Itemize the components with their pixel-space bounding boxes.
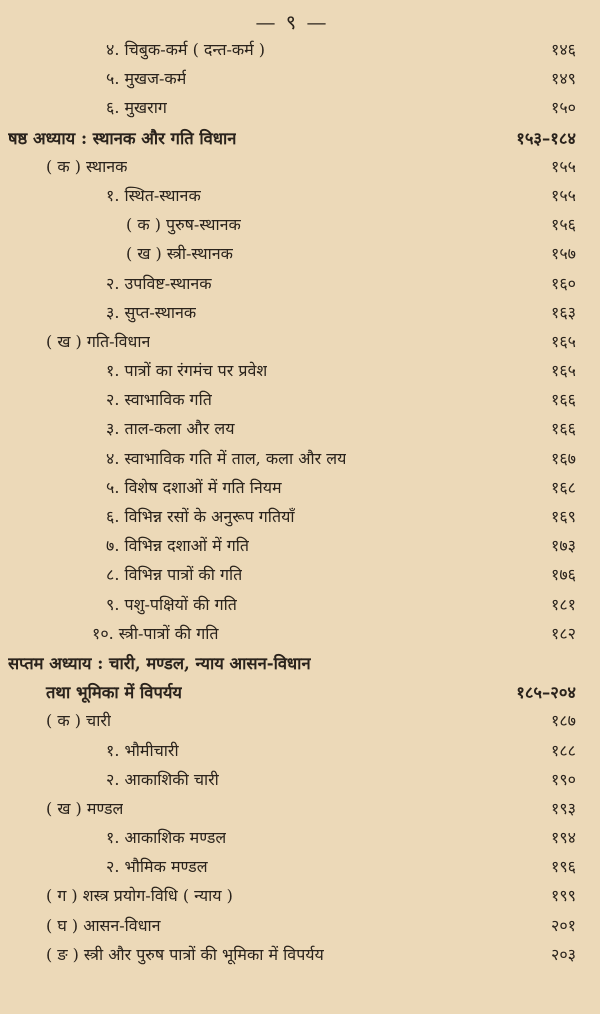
toc-entry-row (8, 797, 576, 826)
toc-entry-page: १५५ (551, 185, 576, 205)
toc-entry-row (8, 943, 576, 972)
toc-entry-title: ३. सुप्त-स्थानक (106, 302, 197, 322)
toc-entry-page: १७३ (551, 536, 576, 556)
toc-entry-page: १६६ (551, 390, 576, 410)
toc-chapter-row (8, 651, 576, 680)
toc-entry-page: १९४ (551, 828, 576, 848)
toc-entry-page: १६७ (551, 448, 576, 468)
toc-entry-title: ४. स्वाभाविक गति में ताल, कला और लय (106, 448, 347, 468)
toc-entry-page: १८१ (551, 594, 576, 614)
toc-entry-title: २. आकाशिकी चारी (106, 769, 219, 789)
toc-entry-row (8, 242, 576, 271)
toc-entry-title: ( ङ ) स्त्री और पुरुष पात्रों की भूमिका में विपर्यय (46, 944, 324, 964)
toc-entry-title: १. स्थित-स्थानक (106, 185, 201, 205)
toc-entry-row (8, 505, 576, 534)
toc-entry-row (8, 301, 576, 330)
toc-entry-title: ३. ताल-कला और लय (106, 419, 235, 439)
toc-entry-row (8, 476, 576, 505)
toc-entry-page: २०१ (551, 915, 576, 935)
toc-entry-title: २. भौमिक मण्डल (106, 857, 208, 877)
toc-entry-row (8, 447, 576, 476)
toc-entry-page: १६३ (551, 302, 576, 322)
toc-entry-row (8, 593, 576, 622)
toc-entry-page: १८५–२०४ (516, 683, 576, 703)
toc-entry-page: १६५ (551, 331, 576, 351)
toc-entry-title: १०. स्त्री-पात्रों की गति (92, 623, 219, 643)
toc-entry-row (8, 855, 576, 884)
toc-entry-page: १६५ (551, 361, 576, 381)
toc-entry-title: ६. मुखराग (106, 98, 167, 118)
toc-entry-page: १५३–१८४ (516, 128, 576, 148)
toc-entry-page: १४६ (551, 40, 576, 59)
toc-entry-row (8, 534, 576, 563)
toc-entry-page: १६९ (551, 507, 576, 526)
toc-entry-row (8, 213, 576, 242)
toc-entry-page: २०३ (551, 944, 576, 964)
toc-entry-row (8, 417, 576, 446)
toc-entry-page: १४९ (551, 69, 576, 89)
toc-entry-row (8, 709, 576, 738)
toc-entry-page: १८७ (551, 711, 576, 731)
toc-entry-title: १. पात्रों का रंगमंच पर प्रवेश (106, 361, 268, 381)
toc-entry-row (8, 622, 576, 651)
toc-entry-title: ( क ) स्थानक (46, 156, 128, 176)
toc-entry-row (8, 38, 576, 67)
toc-entry-row (8, 739, 576, 768)
toc-entry-title: तथा भूमिका में विपर्यय (46, 683, 182, 703)
toc-chapter-row (8, 126, 576, 155)
toc-entry-page: १८८ (551, 740, 576, 760)
toc-entry-title: २. स्वाभाविक गति (106, 390, 212, 410)
toc-entry-row (8, 359, 576, 388)
toc-entry-row (8, 884, 576, 913)
toc-entry-page: १६८ (551, 477, 576, 497)
toc-entry-row (8, 563, 576, 592)
toc-entry-row (8, 914, 576, 943)
toc-entry-row (8, 67, 576, 96)
toc-entry-page: १९६ (551, 857, 576, 877)
toc-entry-row (8, 768, 576, 797)
toc-entry-row (8, 826, 576, 855)
toc-entry-title: २. उपविष्ट-स्थानक (106, 273, 212, 293)
toc-entry-title: ( ख ) गति-विधान (46, 331, 151, 351)
toc-entry-row (8, 184, 576, 213)
toc-entry-title: ( ख ) मण्डल (46, 798, 124, 818)
toc-entry-page: १९३ (551, 798, 576, 818)
toc-entry-page: १५० (551, 98, 576, 118)
toc-entry-title: ५. विशेष दशाओं में गति नियम (106, 477, 282, 497)
toc-entry-page: १६६ (551, 419, 576, 439)
toc-entry-title: सप्तम अध्याय : चारी, मण्डल, न्याय आसन-विधान (8, 653, 311, 673)
toc-entry-page: १९९ (551, 886, 576, 906)
toc-entry-title: १. भौमीचारी (106, 740, 179, 760)
toc-entry-title: ९. पशु-पक्षियों की गति (106, 594, 237, 614)
toc-entry-page: १६० (551, 273, 576, 293)
toc-entry-title: ( क ) चारी (46, 711, 112, 731)
toc-chapter-row (8, 680, 576, 709)
toc-entry-row (8, 272, 576, 301)
page-number: — ९ — (255, 10, 329, 34)
toc-entry-title: ४. चिबुक-कर्म ( दन्त-कर्म ) (106, 40, 266, 59)
toc-entry-title: ( ग ) शस्त्र प्रयोग-विधि ( न्याय ) (46, 886, 233, 906)
toc-entry-page: १९० (551, 769, 576, 789)
toc-entry-title: ( ख ) स्त्री-स्थानक (126, 244, 233, 264)
toc-entry-title: १. आकाशिक मण्डल (106, 828, 227, 848)
toc-entry-row (8, 155, 576, 184)
toc-entry-title: ( क ) पुरुष-स्थानक (126, 215, 241, 235)
toc-entry-page: १७६ (551, 565, 576, 585)
toc-entry-title: ७. विभिन्न दशाओं में गति (106, 536, 250, 556)
toc-entry-title: ८. विभिन्न पात्रों की गति (106, 565, 243, 585)
toc-entry-row (8, 330, 576, 359)
toc-entry-page: १५६ (551, 215, 576, 235)
toc-entry-row (8, 96, 576, 125)
toc-entry-row (8, 388, 576, 417)
toc-entry-title: ६. विभिन्न रसों के अनुरूप गतियाँ (106, 507, 295, 526)
table-of-contents (8, 38, 576, 972)
toc-entry-page: १५७ (551, 244, 576, 264)
toc-entry-title: ५. मुखज-कर्म (106, 69, 187, 89)
toc-entry-page: १५५ (551, 156, 576, 176)
toc-entry-title: ( घ ) आसन-विधान (46, 915, 161, 935)
toc-entry-page: १८२ (551, 623, 576, 643)
toc-entry-title: षष्ठ अध्याय : स्थानक और गति विधान (8, 128, 237, 148)
